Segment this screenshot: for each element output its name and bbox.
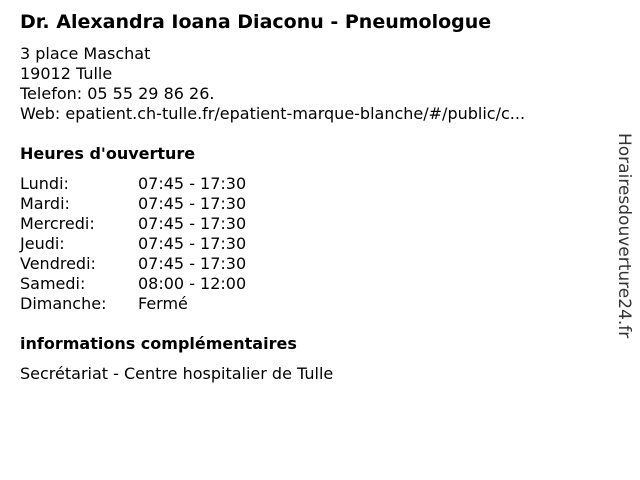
hours-row-monday bbox=[20, 174, 246, 194]
phone-line: Telefon: 05 55 29 86 26. bbox=[20, 84, 215, 103]
day-hours: Fermé bbox=[138, 294, 188, 313]
day-hours: 07:45 - 17:30 bbox=[138, 194, 247, 213]
page-title: Dr. Alexandra Ioana Diaconu - Pneumologue bbox=[20, 11, 492, 33]
day-label: Dimanche: bbox=[20, 294, 107, 313]
business-card bbox=[20, 10, 600, 384]
day-hours: 08:00 - 12:00 bbox=[138, 274, 247, 293]
additional-info-text: Secrétariat - Centre hospitalier de Tulle bbox=[20, 364, 334, 383]
day-hours: 07:45 - 17:30 bbox=[138, 214, 247, 233]
hours-row-friday bbox=[20, 254, 246, 274]
hours-row-sunday bbox=[20, 294, 246, 314]
day-label: Jeudi: bbox=[20, 234, 65, 253]
address-street: 3 place Maschat bbox=[20, 44, 151, 63]
day-label: Lundi: bbox=[20, 174, 69, 193]
day-label: Vendredi: bbox=[20, 254, 96, 273]
hours-row-wednesday bbox=[20, 214, 246, 234]
hours-row-tuesday bbox=[20, 194, 246, 214]
day-hours: 07:45 - 17:30 bbox=[138, 254, 247, 273]
opening-hours-heading: Heures d'ouverture bbox=[20, 144, 196, 163]
additional-info-heading: informations complémentaires bbox=[20, 334, 297, 353]
day-hours: 07:45 - 17:30 bbox=[138, 234, 247, 253]
day-label: Mercredi: bbox=[20, 214, 95, 233]
opening-hours-table bbox=[20, 174, 246, 314]
address-city: 19012 Tulle bbox=[20, 64, 113, 83]
day-label: Mardi: bbox=[20, 194, 70, 213]
website-line: Web: epatient.ch-tulle.fr/epatient-marque-blanche/#/public/c... bbox=[20, 104, 526, 123]
brand-watermark: Horairesdouverture24.fr bbox=[614, 133, 634, 339]
hours-row-thursday bbox=[20, 234, 246, 254]
hours-row-saturday bbox=[20, 274, 246, 294]
day-label: Samedi: bbox=[20, 274, 86, 293]
day-hours: 07:45 - 17:30 bbox=[138, 174, 247, 193]
